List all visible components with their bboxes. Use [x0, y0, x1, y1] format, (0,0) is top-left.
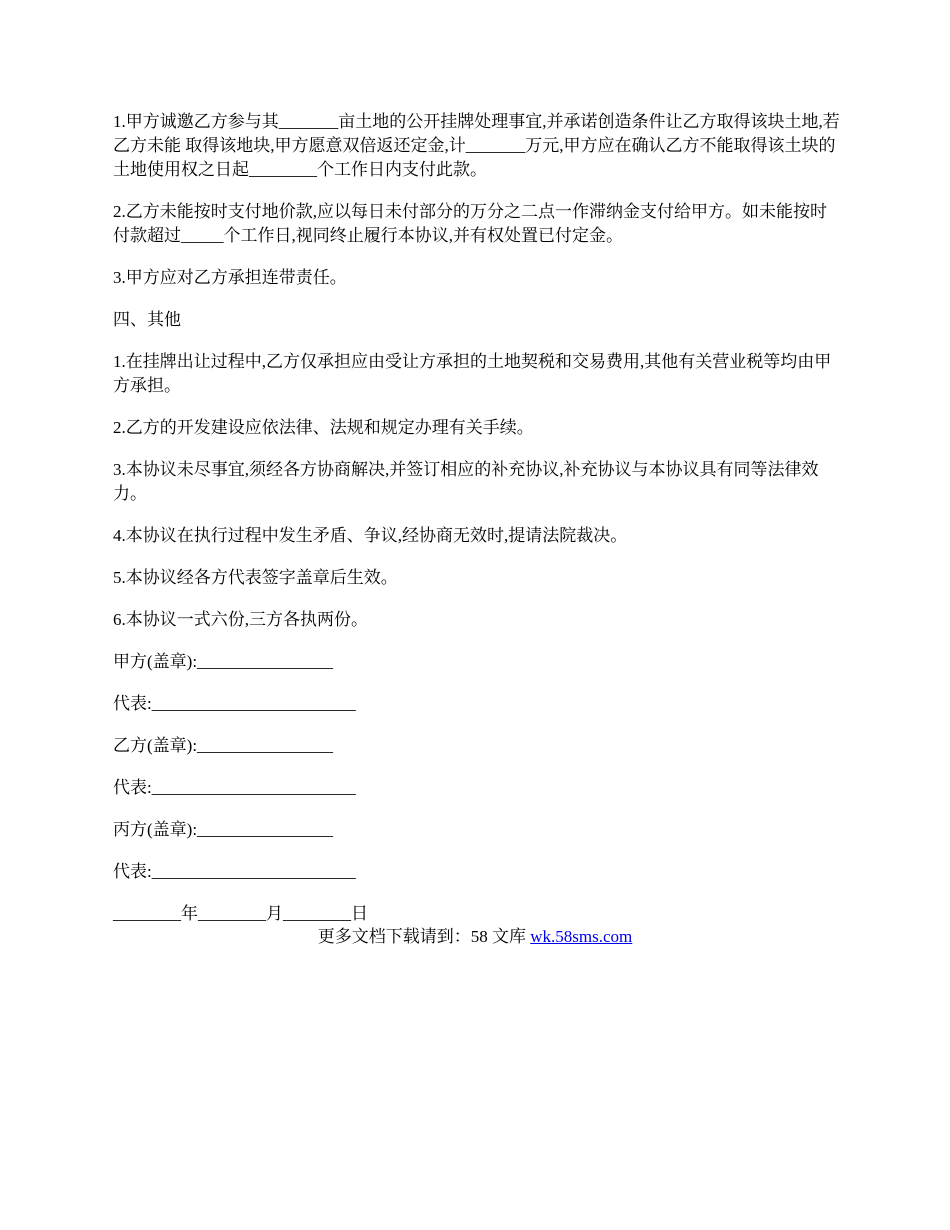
party-a-seal-line: 甲方(盖章):________________ — [113, 652, 334, 671]
clause-4-4: 4.本协议在执行过程中发生矛盾、争议,经协商无效时,提请法院裁决。 — [113, 526, 628, 545]
clause-3-3: 3.甲方应对乙方承担连带责任。 — [113, 268, 347, 287]
clause-3-2: 2.乙方未能按时支付地价款,应以每日未付部分的万分之二点一作滞纳金支付给甲方。如未能按时付款超过_____个工作日,视同终止履行本协议,并有权处置已付定金。 — [113, 202, 827, 245]
party-a-representative-line: 代表:________________________ — [113, 694, 356, 713]
clause-4-1: 1.在挂牌出让过程中,乙方仅承担应由受让方承担的土地契税和交易费用,其他有关营业税等均由甲方承担。 — [113, 352, 832, 395]
section-heading-other: 四、其他 — [113, 310, 181, 329]
clause-4-5: 5.本协议经各方代表签字盖章后生效。 — [113, 568, 398, 587]
clause-4-6: 6.本协议一式六份,三方各执两份。 — [113, 610, 368, 629]
clause-3-1: 1.甲方诚邀乙方参与其_______亩土地的公开挂牌处理事宜,并承诺创造条件让乙方取得该块土地,若乙方未能 取得该地块,甲方愿意双倍返还定金,计_______万元,甲方应在确认乙方不能取得该土块的土地使用权之日起________个工作日内支付此款。 — [113, 112, 840, 179]
footer-prefix: 更多文档下载请到：58 文库 — [317, 927, 531, 946]
clause-4-3: 3.本协议未尽事宜,须经各方协商解决,并签订相应的补充协议,补充协议与本协议具有同等法律效力。 — [113, 460, 819, 503]
party-c-seal-line: 丙方(盖章):________________ — [113, 820, 334, 839]
party-c-representative-line: 代表:________________________ — [113, 862, 356, 881]
party-b-representative-line: 代表:________________________ — [113, 778, 356, 797]
download-footer — [0, 925, 950, 949]
document-body — [113, 110, 843, 944]
clause-4-2: 2.乙方的开发建设应依法律、法规和规定办理有关手续。 — [113, 418, 534, 437]
party-b-seal-line: 乙方(盖章):________________ — [113, 736, 334, 755]
date-line: ________年________月________日 — [113, 904, 368, 923]
footer-link[interactable]: wk.58sms.com — [530, 927, 633, 946]
